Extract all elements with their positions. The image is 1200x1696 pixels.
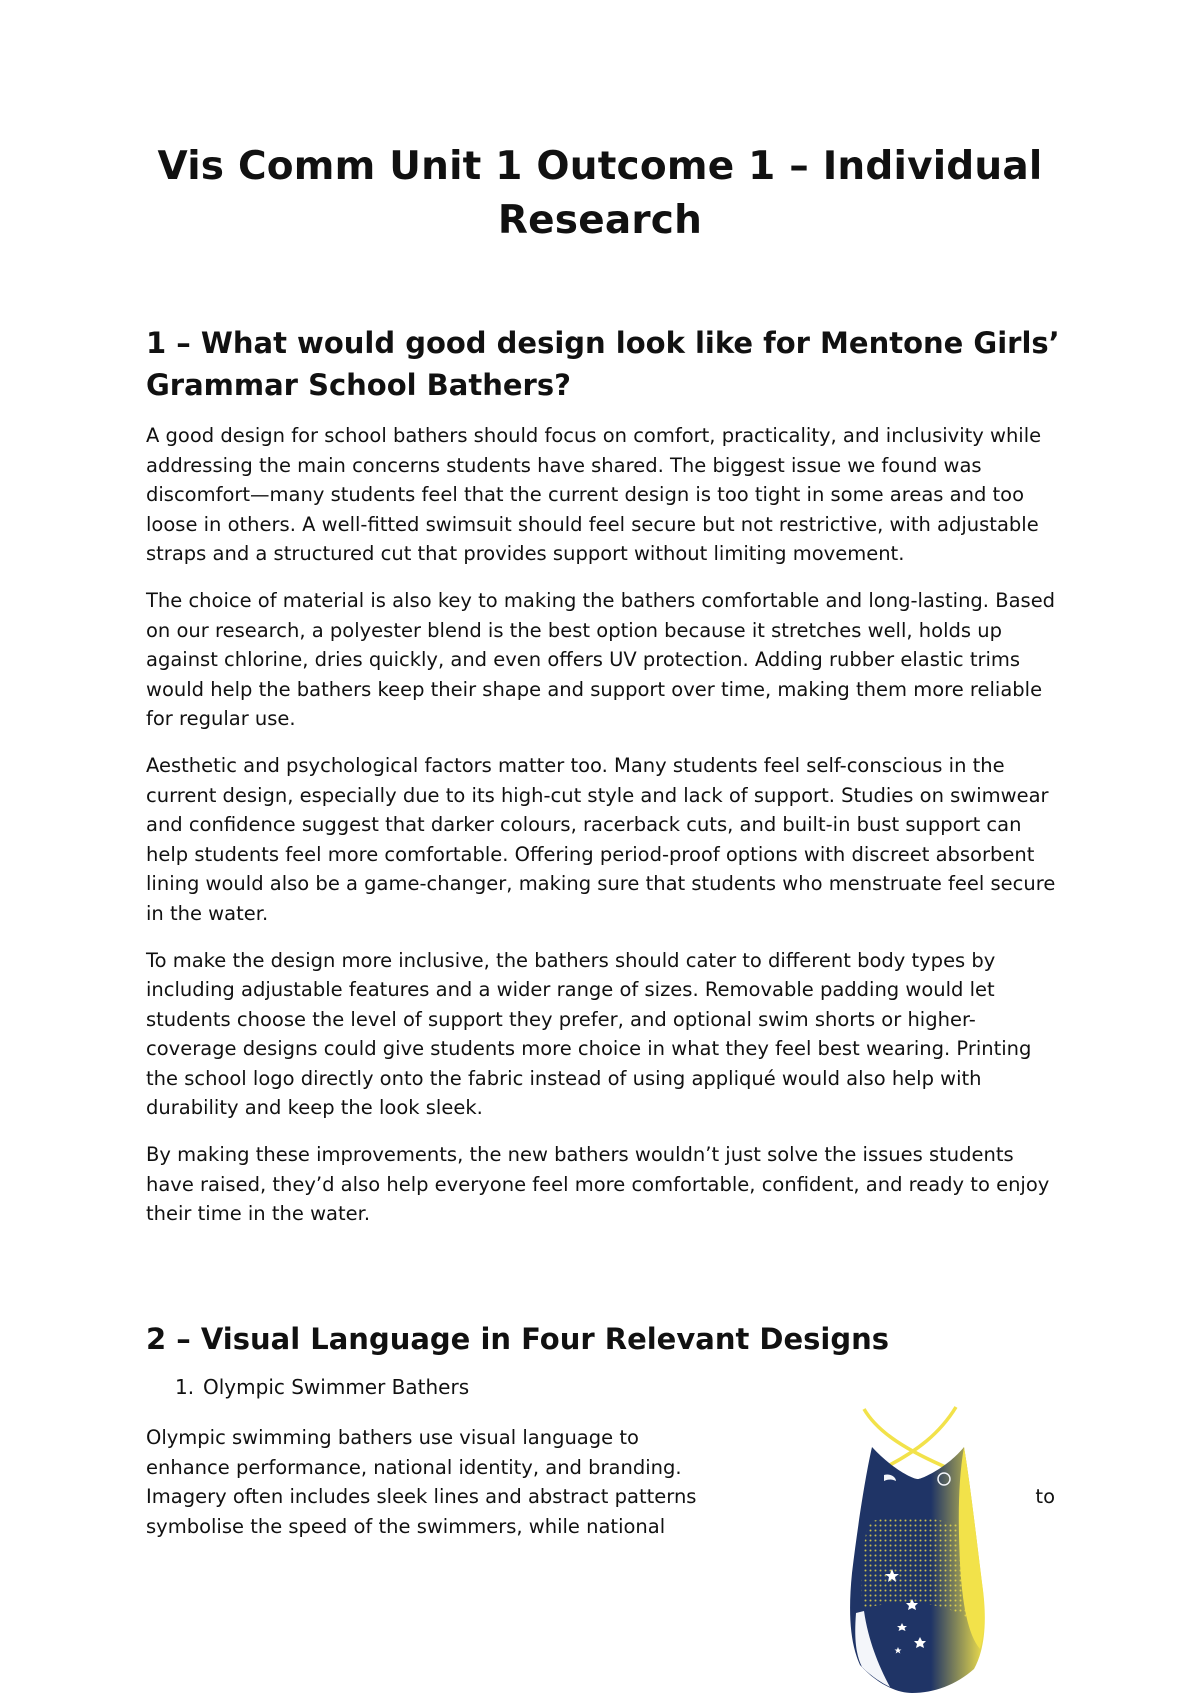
- section-1-heading: 1 – What would good design look like for Mentone Girls’ Grammar School Bathers?: [146, 326, 1060, 402]
- paragraph: To make the design more inclusive, the bathers should cater to different body types by including adjustable features and a wider range of sizes. Removable padding would let students choose the level of support they prefer, and optional swim shorts or higher-coverage designs could give students more choice in what they feel best wearing. Printing the school logo directly onto the fabric instead of using appliqué would also help with durability and keep the look sleek.: [146, 948, 1032, 1119]
- list-item-olympic: [175, 1372, 469, 1402]
- swimsuit-pattern: [861, 1517, 972, 1617]
- paragraph-line: enhance performance, national identity, and branding.: [146, 1455, 682, 1479]
- paragraph: A good design for school bathers should focus on comfort, practicality, and inclusivity while addressing the main concerns students have shared. The biggest issue we found was discomfort—many students feel that the current design is too tight in some areas and too loose in others. A well-fitted swimsuit should feel secure but not restrictive, with adjustable straps and a structured cut that provides support without limiting movement.: [146, 424, 1042, 565]
- paragraph-line: Olympic swimming bathers use visual language to: [146, 1426, 639, 1449]
- list-number: 1.: [175, 1375, 195, 1399]
- document-title: Vis Comm Unit 1 Outcome 1 – Individual Research: [157, 144, 1043, 243]
- olympic-swimsuit-image: [838, 1403, 1000, 1696]
- paragraph-line: symbolise the speed of the swimmers, while national: [146, 1514, 666, 1538]
- section-1-body: [146, 421, 1062, 1246]
- list-item-label: Olympic Swimmer Bathers: [203, 1375, 470, 1399]
- paragraph: The choice of material is also key to making the bathers comfortable and long-lasting. Based on our research, a polyester blend is the best option because it stretches well, holds up against chlorine, dries quickly, and even offers UV protection. Adding rubber elastic trims would help the bathers keep their shape and support over time, making them more reliable for regular use.: [146, 589, 1056, 730]
- paragraph-line-text: Imagery often includes sleek lines and abstract patterns: [146, 1485, 697, 1508]
- section-2-heading: 2 – Visual Language in Four Relevant Designs: [146, 1322, 890, 1356]
- paragraph: Aesthetic and psychological factors matter too. Many students feel self-conscious in the current design, especially due to its high-cut style and lack of support. Studies on swimwear and confidence suggest that darker colours, racerback cuts, and built-in bust support can help students feel more comfortable. Offering period-proof options with discreet absorbent lining would also be a game-changer, making sure that students who menstruate feel secure in the water.: [146, 754, 1056, 925]
- paragraph-line-end-word: to: [1035, 1485, 1055, 1508]
- paragraph: By making these improvements, the new bathers wouldn’t just solve the issues students have raised, they’d also help everyone feel more comfortable, confident, and ready to enjoy their time in the water.: [146, 1143, 1050, 1225]
